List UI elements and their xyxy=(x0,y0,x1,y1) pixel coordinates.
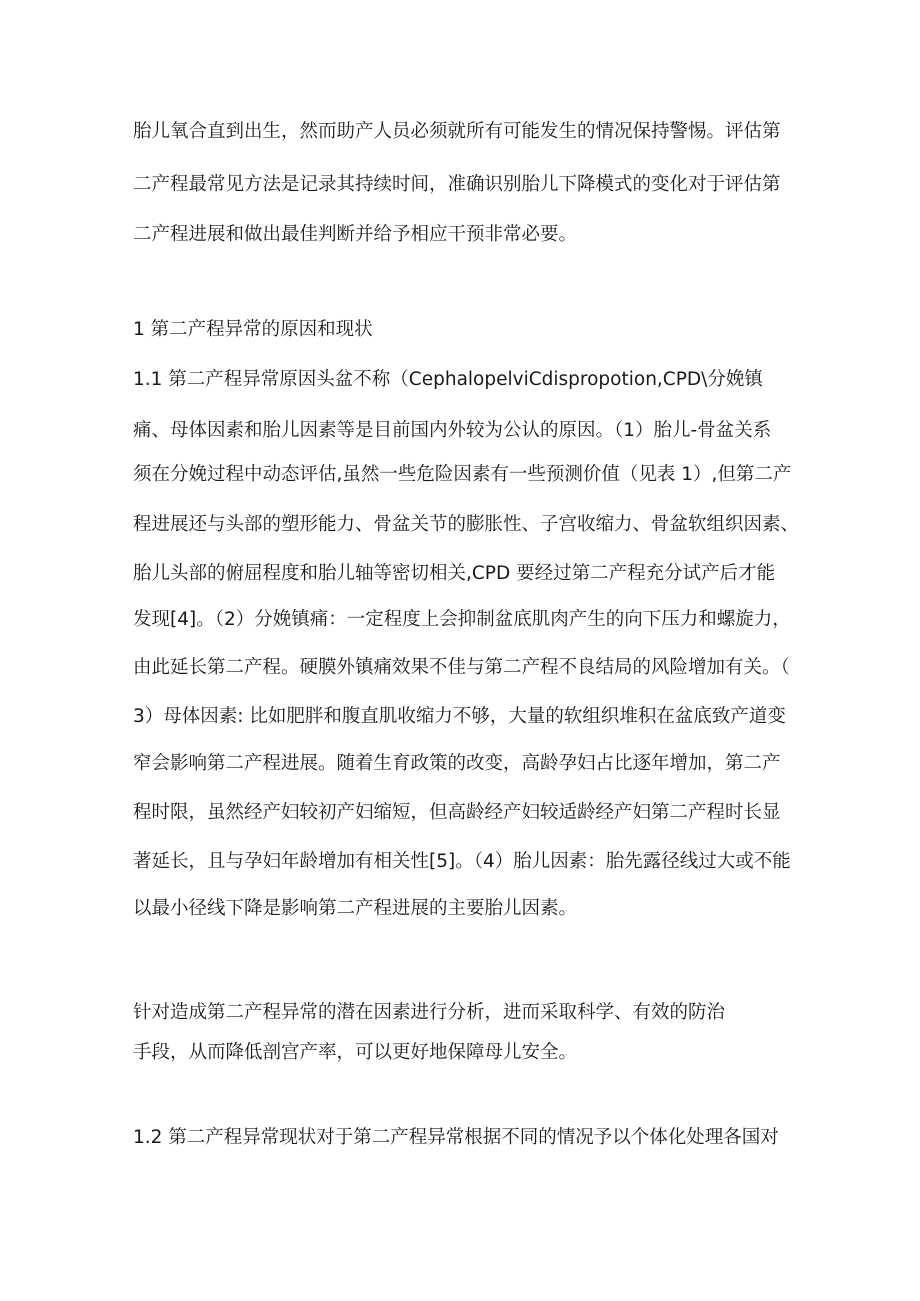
text-line: 发现[4]。（2）分娩镇痛：一定程度上会抑制盆底肌肉产生的向下压力和螺旋力， xyxy=(133,609,791,630)
text-line: 痛、母体因素和胎儿因素等是目前国内外较为公认的原因。（1）胎儿-骨盆关系 xyxy=(133,420,772,441)
text-line: 以最小径线下降是影响第二产程进展的主要胎儿因素。 xyxy=(133,898,578,919)
text-line: 须在分娩过程中动态评估,虽然一些危险因素有一些预测价值（见表 1）,但第二产 xyxy=(133,464,792,485)
text-line: 程进展还与头部的塑形能力、骨盆关节的膨胀性、子宫收缩力、骨盆软组织因素、 xyxy=(133,514,800,535)
text-line: 由此延长第二产程。硬膜外镇痛效果不佳与第二产程不良结局的风险增加有关。（ xyxy=(133,657,790,678)
text-line: 窄会影响第二产程进展。随着生育政策的改变，高龄孕妇占比逐年增加，第二产 xyxy=(133,753,781,774)
text-line: 二产程进展和做出最佳判断并给予相应干预非常必要。 xyxy=(133,224,578,245)
text-line: 3）母体因素: 比如肥胖和腹直肌收缩力不够，大量的软组织堆积在盆底致产道变 xyxy=(133,706,786,727)
section-heading: 1 第二产程异常的原因和现状 xyxy=(133,319,373,340)
text-line: 著延长，且与孕妇年龄增加有相关性[5]。（4）胎儿因素：胎先露径线过大或不能 xyxy=(133,851,791,872)
text-line: 胎儿氧合直到出生，然而助产人员必须就所有可能发生的情况保持警惕。评估第 xyxy=(133,121,781,142)
text-line: 胎儿头部的俯屈程度和胎儿轴等密切相关,CPD 要经过第二产程充分试产后才能 xyxy=(133,563,776,584)
text-line: 手段，从而降低剖宫产率，可以更好地保障母儿安全。 xyxy=(133,1042,578,1063)
text-line: 针对造成第二产程异常的潜在因素进行分析，进而采取科学、有效的防治 xyxy=(133,1002,726,1023)
section-1-2-line: 1.2 第二产程异常现状对于第二产程异常根据不同的情况予以个体化处理各国对 xyxy=(133,1127,779,1148)
text-line: 二产程最常见方法是记录其持续时间，准确识别胎儿下降模式的变化对于评估第 xyxy=(133,174,781,195)
text-line: 1.1 第二产程异常原因头盆不称（CephalopelviCdispropotion,CPD\分娩镇 xyxy=(133,369,763,390)
text-line: 程时限，虽然经产妇较初产妇缩短，但高龄经产妇较适龄经产妇第二产程时长显 xyxy=(133,802,781,823)
